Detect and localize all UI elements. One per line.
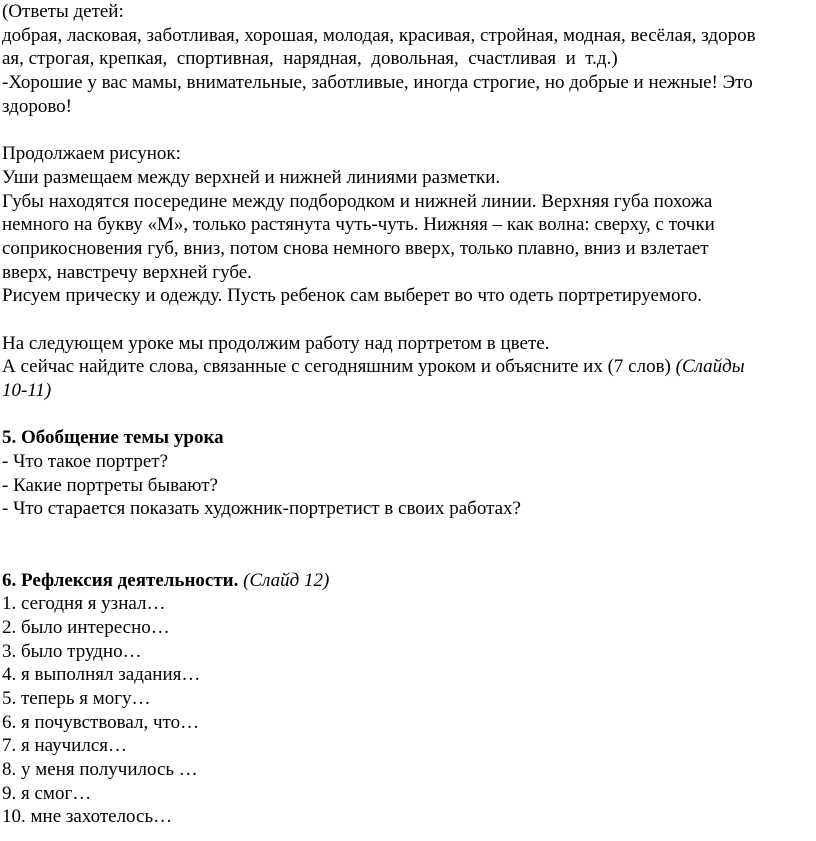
- drawing-line: Продолжаем рисунок:: [2, 143, 181, 165]
- intro-line: (Ответы детей:: [2, 1, 124, 22]
- reflection-item: 10. мне захотелось…: [2, 806, 173, 828]
- intro-block: [2, 0, 812, 118]
- reflection-item: 5. теперь я могу…: [2, 687, 151, 709]
- next-lesson-block: [2, 332, 812, 403]
- blank-line: [2, 545, 812, 569]
- question-item: - Какие портреты бывают?: [2, 474, 218, 496]
- intro-line: здорово!: [2, 95, 72, 117]
- drawing-line: Рисуем прическу и одежду. Пусть ребенок сам выберет во что одеть портретируемого.: [2, 285, 703, 307]
- blank-line: [2, 521, 812, 545]
- reflection-item: 7. я научился…: [2, 735, 128, 757]
- reflection-item: 1. сегодня я узнал…: [2, 593, 166, 615]
- blank-line: [2, 403, 812, 427]
- drawing-block: [2, 142, 812, 308]
- section-5-heading: 5. Обобщение темы урока: [2, 427, 224, 449]
- drawing-line: Губы находятся посередине между подбородком и нижней линии. Верхняя губа похожа: [2, 190, 713, 212]
- section-6-heading: 6. Рефлексия деятельности.: [2, 569, 239, 591]
- next-lesson-text: А сейчас найдите слова, связанные с сегодняшним уроком и объясните их (7 слов): [2, 356, 676, 378]
- section-6: [2, 569, 812, 830]
- reflection-item: 6. я почувствовал, что…: [2, 711, 200, 733]
- section-5: [2, 426, 812, 521]
- intro-line: ая, строгая, крепкая, спортивная, нарядная, довольная, счастливая и т.д.): [2, 48, 618, 70]
- section-6-heading-line: [2, 569, 812, 593]
- next-lesson-line: На следующем уроке мы продолжим работу над портретом в цвете.: [2, 332, 550, 354]
- next-lesson-line: [2, 355, 812, 379]
- drawing-line: вверх, навстречу верхней губе.: [2, 261, 252, 283]
- reflection-item: 4. я выполнял задания…: [2, 664, 201, 686]
- blank-line: [2, 118, 812, 142]
- blank-line: [2, 308, 812, 332]
- drawing-line: Уши размещаем между верхней и нижней линиями разметки.: [2, 166, 501, 188]
- document-page: [2, 0, 812, 829]
- slide-reference: (Слайд 12): [238, 569, 330, 591]
- slides-reference-continued: 10-11): [2, 380, 52, 401]
- reflection-item: 2. было интересно…: [2, 616, 170, 638]
- intro-line: -Хорошие у вас мамы, внимательные, заботливые, иногда строгие, но добрые и нежные! Это: [2, 72, 753, 94]
- drawing-line: соприкосновения губ, вниз, потом снова немного вверх, только плавно, вниз и взлетает: [2, 237, 709, 259]
- intro-line: добрая, ласковая, заботливая, хорошая, молодая, красивая, стройная, модная, весёлая, здоров: [2, 24, 756, 46]
- drawing-line: немного на букву «М», только растянута чуть-чуть. Нижняя – как волна: сверху, с точки: [2, 214, 715, 236]
- reflection-item: 3. было трудно…: [2, 640, 142, 662]
- question-item: - Что такое портрет?: [2, 451, 168, 473]
- reflection-item: 8. у меня получилось …: [2, 759, 198, 780]
- question-item: - Что старается показать художник-портретист в своих работах?: [2, 498, 521, 520]
- reflection-item: 9. я смог…: [2, 782, 92, 804]
- slides-reference: (Слайды: [675, 356, 745, 378]
